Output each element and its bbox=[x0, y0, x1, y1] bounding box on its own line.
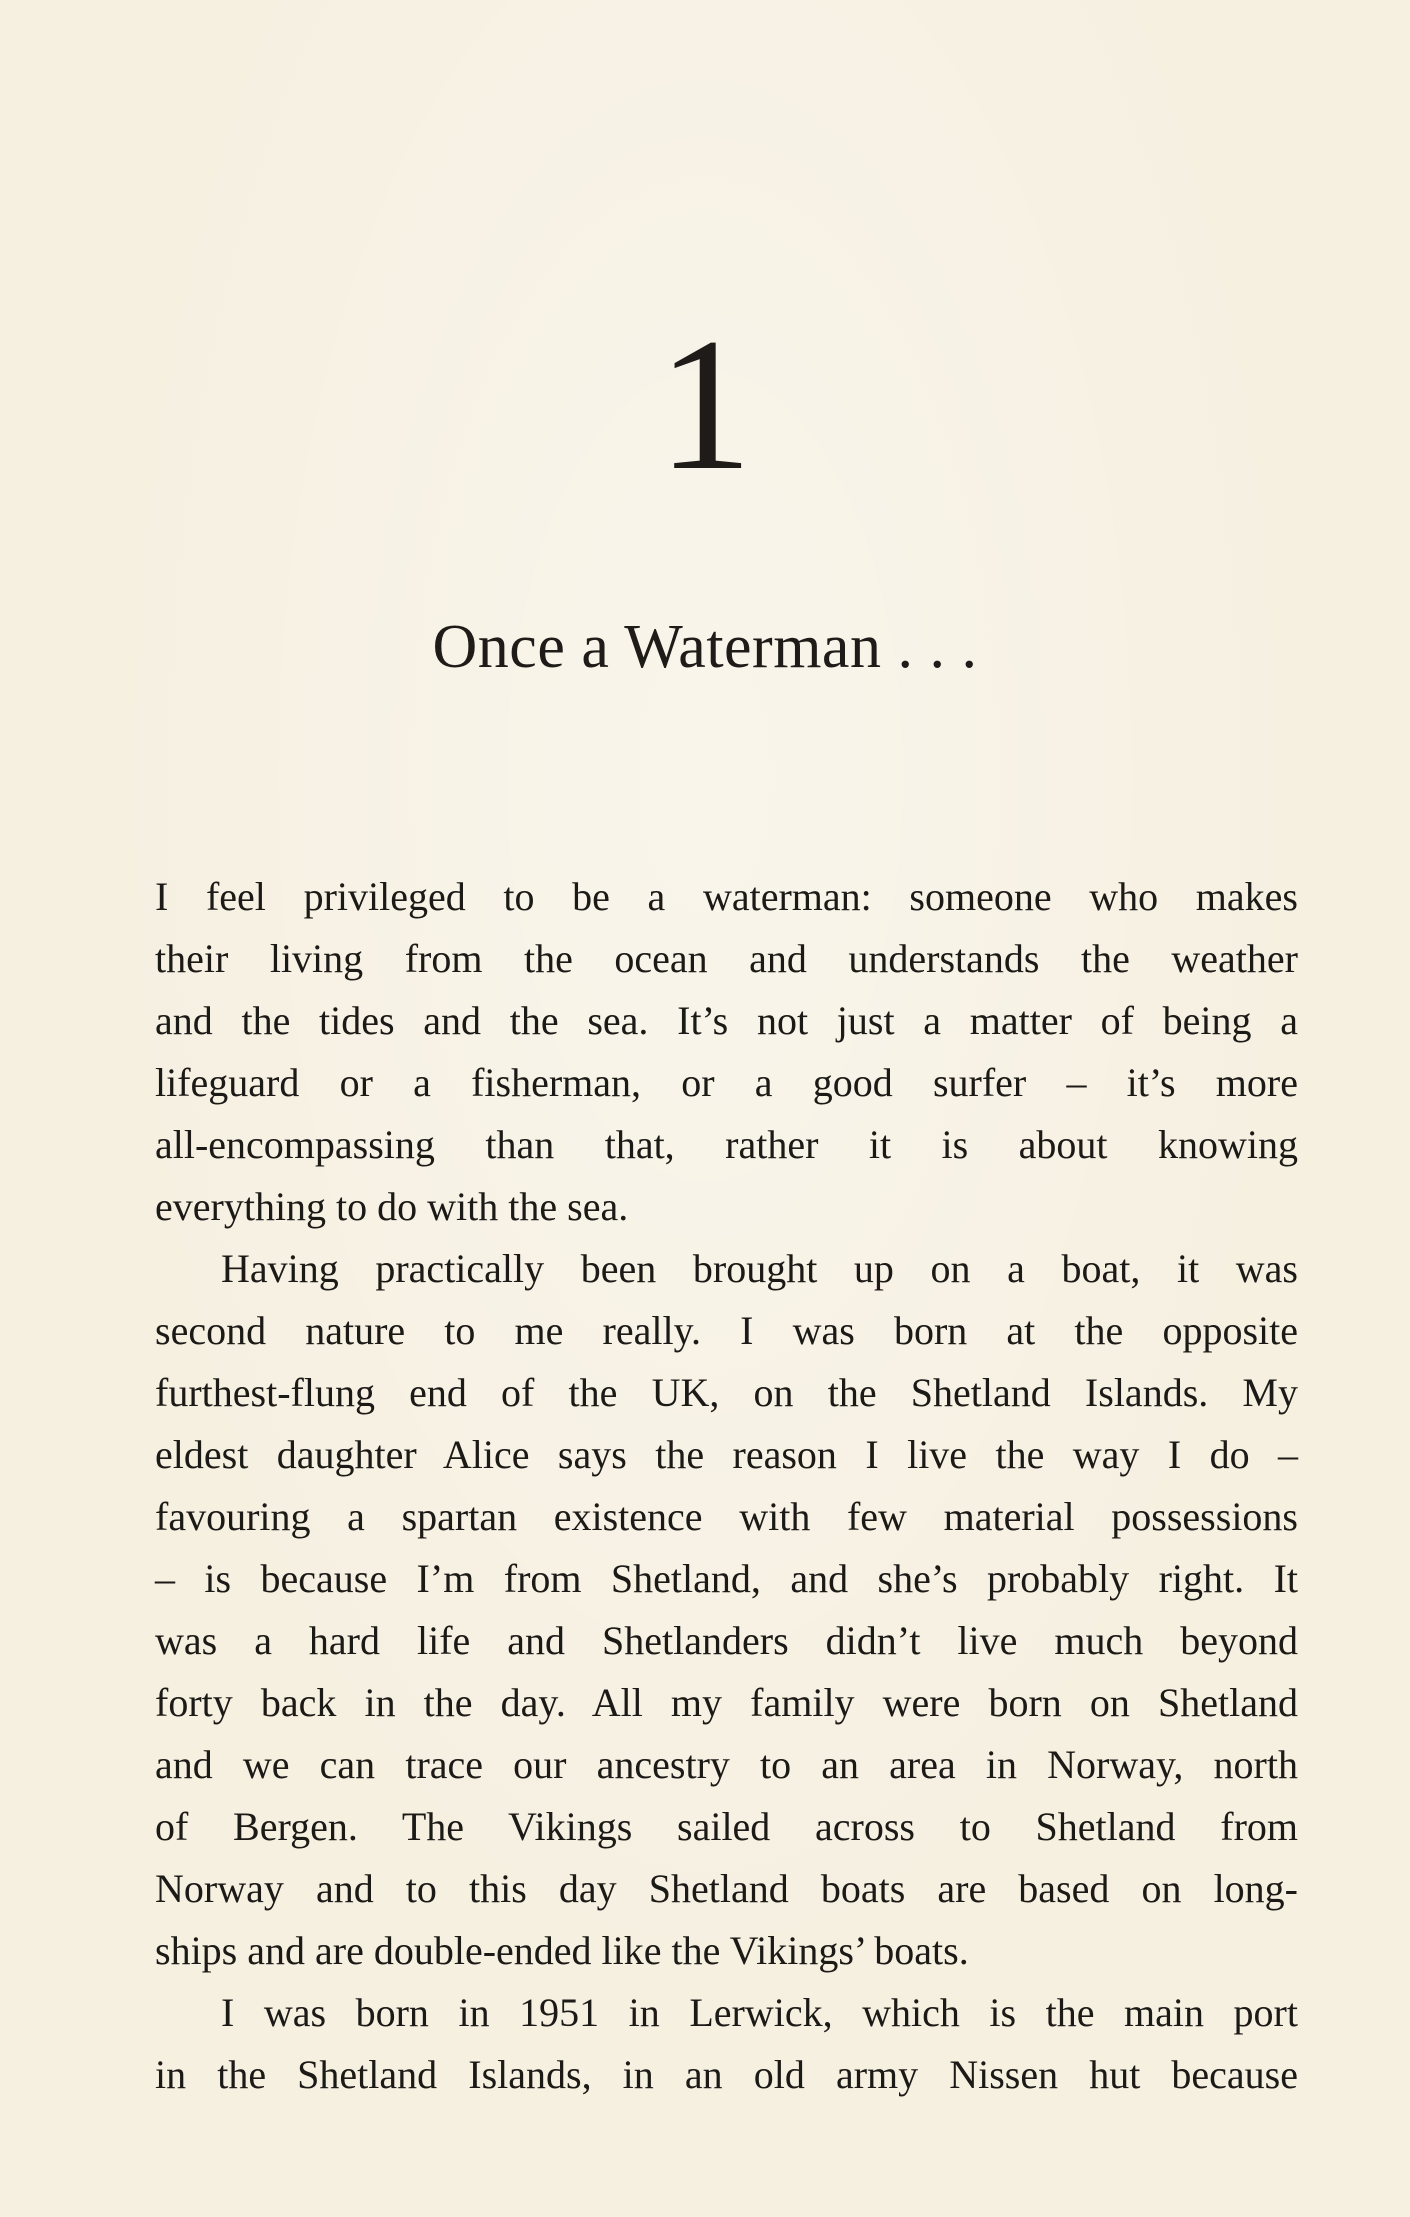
text-line: I was born in 1951 in Lerwick, which is the main port bbox=[221, 1990, 1298, 2035]
chapter-title: Once a Waterman . . . bbox=[432, 613, 978, 681]
text-line: – is because I’m from Shetland, and she’s probably right. It bbox=[155, 1556, 1298, 1601]
text-line: Having practically been brought up on a boat, it was bbox=[221, 1246, 1298, 1291]
paragraph bbox=[155, 1982, 1298, 2106]
paragraph bbox=[155, 866, 1298, 1238]
text-line: all-encompassing than that, rather it is about knowing bbox=[155, 1122, 1298, 1167]
text-line: forty back in the day. All my family were born on Shetland bbox=[155, 1680, 1298, 1725]
text-line: I feel privileged to be a waterman: someone who makes bbox=[155, 874, 1298, 919]
text-line: lifeguard or a fisherman, or a good surfer – it’s more bbox=[155, 1060, 1298, 1105]
text-line: favouring a spartan existence with few material possessions bbox=[155, 1494, 1298, 1539]
text-line: furthest-flung end of the UK, on the Shetland Islands. My bbox=[155, 1370, 1298, 1415]
paragraph bbox=[155, 1238, 1298, 1982]
text-line: of Bergen. The Vikings sailed across to Shetland from bbox=[155, 1804, 1298, 1849]
chapter-body bbox=[155, 866, 1298, 2106]
text-line: their living from the ocean and understands the weather bbox=[155, 936, 1298, 981]
text-line: and we can trace our ancestry to an area in Norway, north bbox=[155, 1742, 1298, 1787]
text-line: and the tides and the sea. It’s not just a matter of being a bbox=[155, 998, 1298, 1043]
text-line: everything to do with the sea. bbox=[155, 1184, 629, 1229]
text-line: was a hard life and Shetlanders didn’t live much beyond bbox=[155, 1618, 1298, 1663]
text-line: ships and are double-ended like the Vikings’ boats. bbox=[155, 1928, 969, 1973]
text-line: second nature to me really. I was born at the opposite bbox=[155, 1308, 1298, 1353]
text-line: in the Shetland Islands, in an old army Nissen hut because bbox=[155, 2052, 1298, 2097]
chapter-number: 1 bbox=[657, 300, 753, 510]
text-line: eldest daughter Alice says the reason I live the way I do – bbox=[155, 1432, 1298, 1477]
text-line: Norway and to this day Shetland boats are based on long- bbox=[155, 1866, 1298, 1911]
